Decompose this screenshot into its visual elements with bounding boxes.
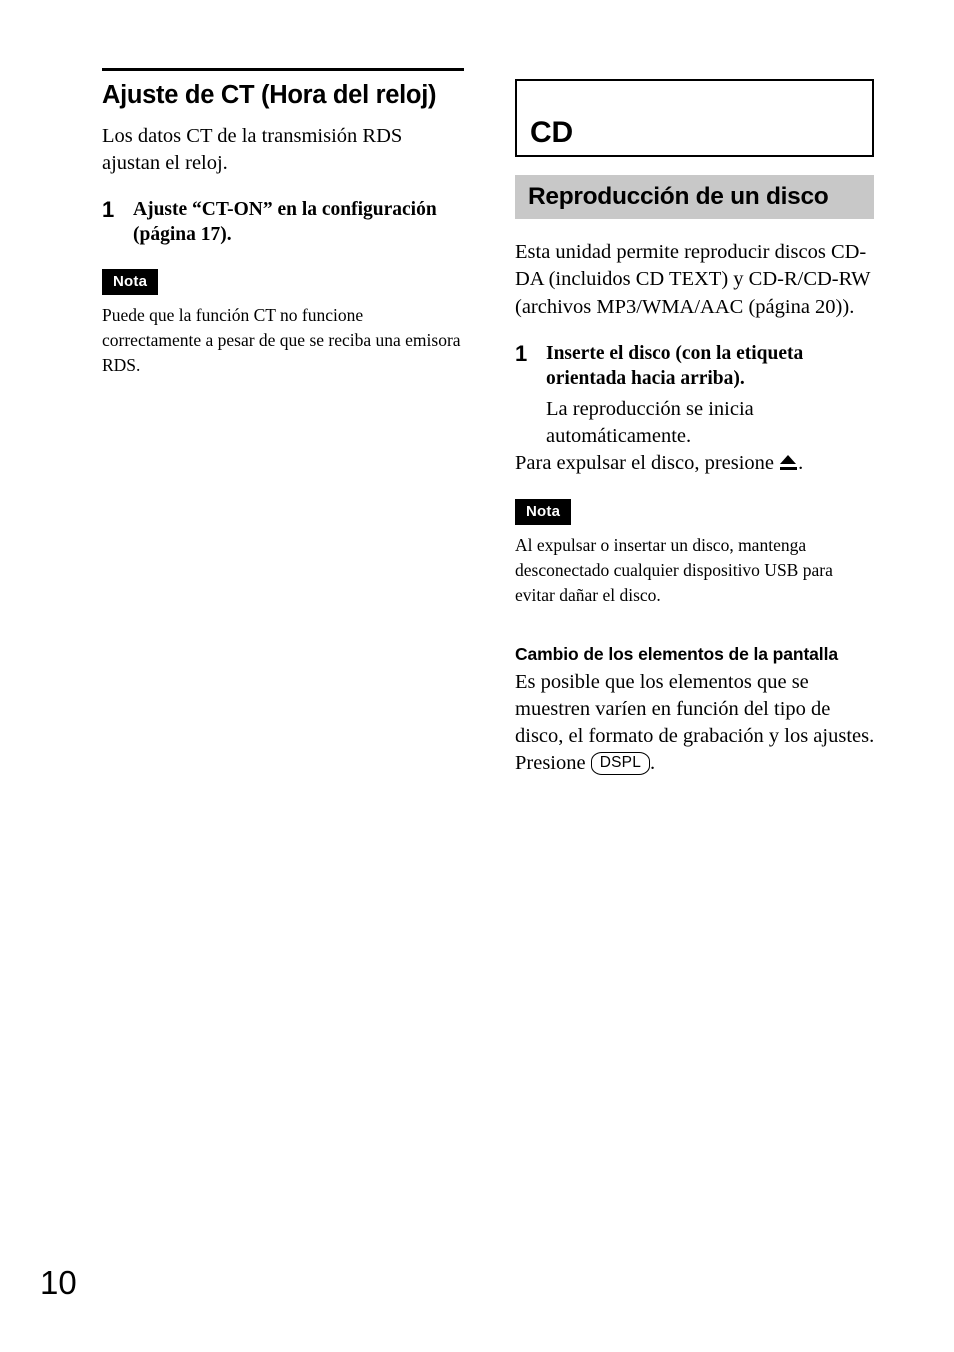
note-badge: Nota [102,269,158,295]
eject-icon [780,455,797,470]
subsection-text-before: Es posible que los elementos que se muestren varíen en función del tipo de disco, el formato de grabación y los ajustes. Presione [515,670,875,775]
right-intro-paragraph: Esta unidad permite reproducir discos CD-DA (incluidos CD TEXT) y CD-R/CD-RW (archivos MP3/WMA/AAC (página 20)). [515,241,871,318]
step-subtext: La reproducción se inicia automáticamente. [546,398,754,448]
eject-instruction [515,450,875,477]
page-number: 10 [40,1264,77,1301]
dspl-button-glyph: DSPL [591,752,650,775]
step-number: 1 [102,196,115,222]
right-note-block [515,499,875,608]
note-text: Al expulsar o insertar un disco, mantenga desconectado cualquier dispositivo USB para evitar dañar el disco. [515,535,833,606]
section-rule [102,68,464,71]
right-step-1 [515,341,875,451]
step-number: 1 [515,340,528,366]
subsection-heading: Cambio de los elementos de la pantalla [515,643,838,664]
eject-instruction-text: Para expulsar el disco, presione [515,452,780,475]
eject-instruction-suffix: . [798,452,804,475]
subsection-block [515,644,875,777]
page-title: Ajuste de CT (Hora del reloj) [102,81,437,109]
subsection-text-after: . [650,752,656,775]
section-bar-title: Reproducción de un disco [528,183,829,210]
left-step-1 [102,197,464,248]
left-note-block [102,269,464,378]
right-column [515,79,875,777]
section-bar [515,175,874,219]
left-column [102,68,464,378]
note-text: Puede que la función CT no funcione correctamente a pesar de que se reciba una emisora RDS. [102,305,461,376]
subsection-paragraph [515,669,875,777]
left-intro-paragraph: Los datos CT de la transmisión RDS ajustan el reloj. [102,124,403,174]
chapter-box [515,79,874,157]
right-body [515,239,875,777]
step-text: Inserte el disco (con la etiqueta orientada hacia arriba). [546,342,804,389]
chapter-label: CD [530,116,573,149]
note-badge: Nota [515,499,571,525]
step-text: Ajuste “CT-ON” en la configuración (página 17). [133,198,437,245]
